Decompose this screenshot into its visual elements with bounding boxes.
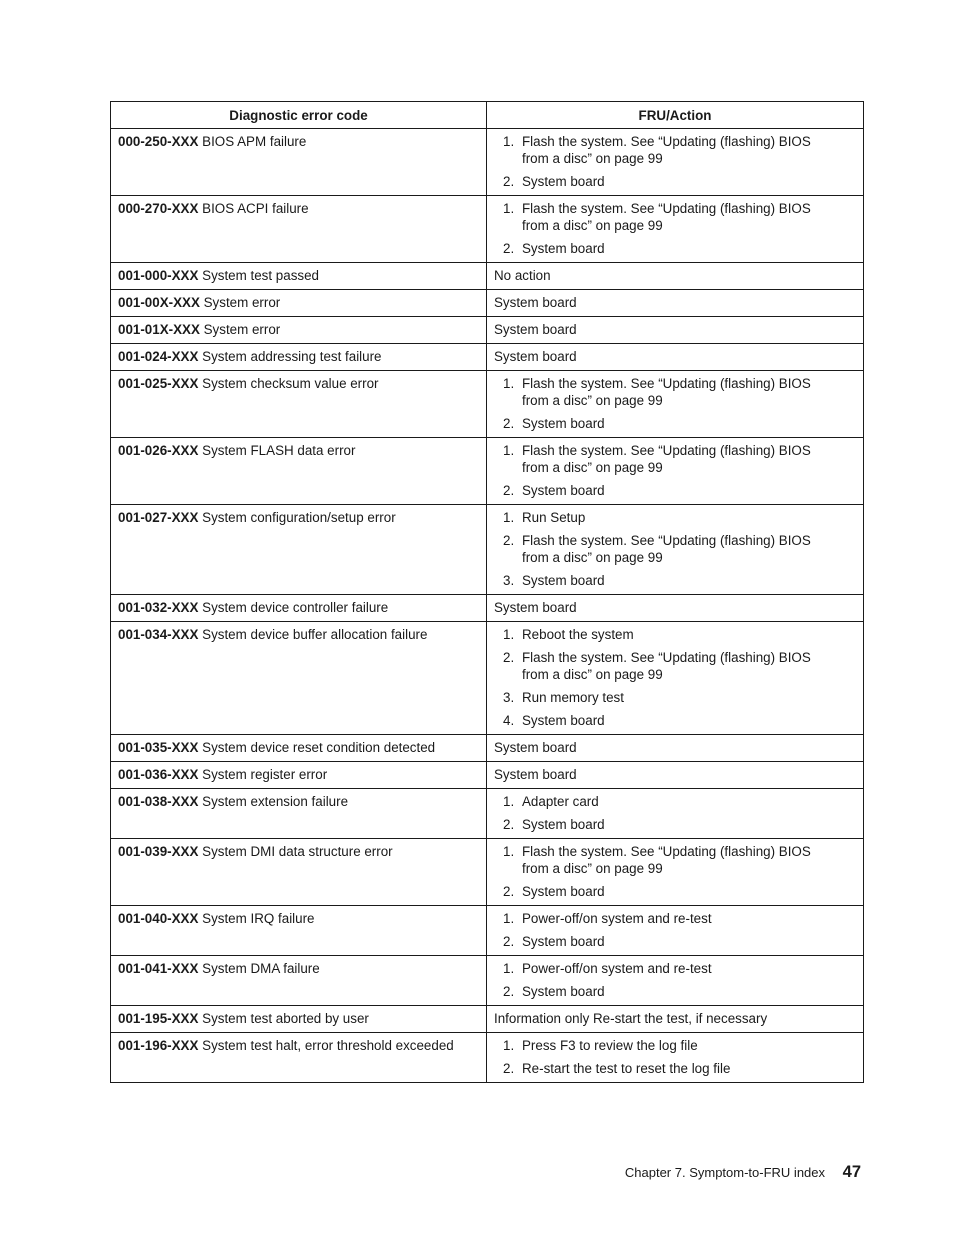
error-description: System DMI data structure error bbox=[202, 844, 393, 859]
action-steps-list bbox=[494, 910, 856, 950]
error-code: 001-025-XXX bbox=[118, 376, 199, 391]
error-code-cell bbox=[111, 789, 487, 839]
action-text: System board bbox=[494, 349, 577, 364]
step-text: Flash the system. See “Updating (flashing) BIOS from a disc” on page 99 bbox=[522, 376, 811, 408]
page-number: 47 bbox=[842, 1163, 861, 1181]
error-code-cell bbox=[111, 196, 487, 263]
error-code: 001-026-XXX bbox=[118, 443, 199, 458]
table-header-row bbox=[111, 102, 864, 129]
error-description: System FLASH data error bbox=[202, 443, 356, 458]
chapter-title: Chapter 7. Symptom-to-FRU index bbox=[624, 1165, 826, 1180]
error-description: BIOS APM failure bbox=[202, 134, 307, 149]
error-description: System test aborted by user bbox=[202, 1011, 369, 1026]
error-code-cell bbox=[111, 505, 487, 595]
table-row bbox=[111, 762, 864, 789]
step-text: Reboot the system bbox=[522, 627, 634, 642]
table-row bbox=[111, 622, 864, 735]
step-number: 1. bbox=[503, 961, 515, 976]
step-number: 1. bbox=[503, 844, 515, 859]
step-number: 4. bbox=[503, 713, 515, 728]
table-row bbox=[111, 789, 864, 839]
step-number: 1. bbox=[503, 510, 515, 525]
step-number: 2. bbox=[503, 984, 515, 999]
action-step bbox=[494, 415, 856, 432]
fru-action-cell bbox=[487, 196, 864, 263]
error-code: 001-034-XXX bbox=[118, 627, 199, 642]
error-code: 001-00X-XXX bbox=[118, 295, 200, 310]
step-text: Re-start the test to reset the log file bbox=[522, 1061, 731, 1076]
action-steps-list bbox=[494, 442, 856, 499]
step-text: Adapter card bbox=[522, 794, 599, 809]
error-code: 001-035-XXX bbox=[118, 740, 199, 755]
error-description: System DMA failure bbox=[202, 961, 320, 976]
step-number: 1. bbox=[503, 627, 515, 642]
error-code-cell bbox=[111, 371, 487, 438]
error-code: 001-036-XXX bbox=[118, 767, 199, 782]
fru-action-cell bbox=[487, 344, 864, 371]
fru-action-cell bbox=[487, 735, 864, 762]
error-code-cell bbox=[111, 1006, 487, 1033]
step-number: 2. bbox=[503, 533, 515, 548]
error-description: System device controller failure bbox=[202, 600, 389, 615]
error-code: 001-196-XXX bbox=[118, 1038, 199, 1053]
diagnostic-error-table bbox=[110, 101, 864, 1083]
table-row bbox=[111, 317, 864, 344]
fru-action-cell bbox=[487, 1006, 864, 1033]
error-description: System device buffer allocation failure bbox=[202, 627, 428, 642]
error-description: System error bbox=[203, 295, 281, 310]
step-number: 2. bbox=[503, 884, 515, 899]
error-description: System addressing test failure bbox=[202, 349, 382, 364]
error-code: 001-040-XXX bbox=[118, 911, 199, 926]
table-row bbox=[111, 371, 864, 438]
fru-action-cell bbox=[487, 956, 864, 1006]
action-steps-list bbox=[494, 960, 856, 1000]
fru-action-cell bbox=[487, 839, 864, 906]
step-text: Flash the system. See “Updating (flashing) BIOS from a disc” on page 99 bbox=[522, 533, 811, 565]
error-code: 001-038-XXX bbox=[118, 794, 199, 809]
action-steps-list bbox=[494, 843, 856, 900]
error-code: 000-270-XXX bbox=[118, 201, 199, 216]
step-text: System board bbox=[522, 241, 605, 256]
action-step bbox=[494, 712, 856, 729]
error-description: System configuration/setup error bbox=[202, 510, 396, 525]
error-code-cell bbox=[111, 290, 487, 317]
error-code: 001-024-XXX bbox=[118, 349, 199, 364]
table-row bbox=[111, 595, 864, 622]
action-step bbox=[494, 689, 856, 706]
error-code-cell bbox=[111, 595, 487, 622]
table-row bbox=[111, 505, 864, 595]
action-step bbox=[494, 983, 856, 1000]
error-code: 001-000-XXX bbox=[118, 268, 199, 283]
step-text: System board bbox=[522, 573, 605, 588]
action-steps-list bbox=[494, 200, 856, 257]
action-text: Information only Re-start the test, if necessary bbox=[494, 1011, 768, 1026]
error-code: 001-032-XXX bbox=[118, 600, 199, 615]
fru-action-cell bbox=[487, 789, 864, 839]
step-number: 1. bbox=[503, 376, 515, 391]
error-code: 001-041-XXX bbox=[118, 961, 199, 976]
table-row bbox=[111, 129, 864, 196]
error-code-cell bbox=[111, 839, 487, 906]
column-header-code: Diagnostic error code bbox=[111, 102, 487, 129]
table-row bbox=[111, 906, 864, 956]
step-number: 2. bbox=[503, 650, 515, 665]
step-number: 1. bbox=[503, 201, 515, 216]
step-text: System board bbox=[522, 884, 605, 899]
error-code-cell bbox=[111, 438, 487, 505]
fru-action-cell bbox=[487, 438, 864, 505]
action-step bbox=[494, 1037, 856, 1054]
error-description: BIOS ACPI failure bbox=[202, 201, 309, 216]
step-text: Flash the system. See “Updating (flashing) BIOS from a disc” on page 99 bbox=[522, 201, 811, 233]
step-number: 1. bbox=[503, 134, 515, 149]
table-row bbox=[111, 344, 864, 371]
error-description: System IRQ failure bbox=[202, 911, 315, 926]
fru-action-cell bbox=[487, 595, 864, 622]
action-step bbox=[494, 649, 856, 683]
error-description: System extension failure bbox=[202, 794, 349, 809]
error-description: System checksum value error bbox=[202, 376, 379, 391]
step-number: 1. bbox=[503, 1038, 515, 1053]
error-code-cell bbox=[111, 1033, 487, 1083]
table-row bbox=[111, 196, 864, 263]
fru-action-cell bbox=[487, 317, 864, 344]
error-code-cell bbox=[111, 956, 487, 1006]
action-step bbox=[494, 572, 856, 589]
action-step bbox=[494, 910, 856, 927]
step-number: 1. bbox=[503, 443, 515, 458]
step-text: Run Setup bbox=[522, 510, 586, 525]
action-steps-list bbox=[494, 793, 856, 833]
action-step bbox=[494, 933, 856, 950]
step-text: System board bbox=[522, 713, 605, 728]
table-row bbox=[111, 956, 864, 1006]
error-code-cell bbox=[111, 906, 487, 956]
action-step bbox=[494, 442, 856, 476]
action-step bbox=[494, 626, 856, 643]
action-step bbox=[494, 173, 856, 190]
step-text: Flash the system. See “Updating (flashing) BIOS from a disc” on page 99 bbox=[522, 844, 811, 876]
action-step bbox=[494, 375, 856, 409]
step-text: System board bbox=[522, 483, 605, 498]
error-description: System test passed bbox=[202, 268, 319, 283]
error-code-cell bbox=[111, 735, 487, 762]
step-number: 2. bbox=[503, 483, 515, 498]
error-code-cell bbox=[111, 263, 487, 290]
action-step bbox=[494, 240, 856, 257]
step-text: Power-off/on system and re-test bbox=[522, 961, 712, 976]
action-step bbox=[494, 133, 856, 167]
action-step bbox=[494, 793, 856, 810]
action-steps-list bbox=[494, 509, 856, 589]
step-text: System board bbox=[522, 817, 605, 832]
fru-action-cell bbox=[487, 263, 864, 290]
step-text: Flash the system. See “Updating (flashing) BIOS from a disc” on page 99 bbox=[522, 443, 811, 475]
error-code: 001-195-XXX bbox=[118, 1011, 199, 1026]
action-step bbox=[494, 1060, 856, 1077]
error-description: System register error bbox=[202, 767, 328, 782]
page-footer bbox=[625, 1163, 861, 1182]
action-step bbox=[494, 883, 856, 900]
table-row bbox=[111, 263, 864, 290]
fru-action-cell bbox=[487, 1033, 864, 1083]
action-step bbox=[494, 843, 856, 877]
error-description: System error bbox=[203, 322, 281, 337]
step-text: Flash the system. See “Updating (flashing) BIOS from a disc” on page 99 bbox=[522, 134, 811, 166]
table-row bbox=[111, 839, 864, 906]
fru-action-cell bbox=[487, 762, 864, 789]
error-code-cell bbox=[111, 344, 487, 371]
action-steps-list bbox=[494, 626, 856, 729]
fru-action-cell bbox=[487, 622, 864, 735]
fru-action-cell bbox=[487, 371, 864, 438]
table-row bbox=[111, 1033, 864, 1083]
action-text: System board bbox=[494, 600, 577, 615]
error-code: 001-039-XXX bbox=[118, 844, 199, 859]
error-code-cell bbox=[111, 622, 487, 735]
step-text: Flash the system. See “Updating (flashing) BIOS from a disc” on page 99 bbox=[522, 650, 811, 682]
action-text: System board bbox=[494, 322, 577, 337]
error-description: System test halt, error threshold exceeded bbox=[202, 1038, 454, 1053]
action-steps-list bbox=[494, 133, 856, 190]
step-text: Run memory test bbox=[522, 690, 624, 705]
action-text: System board bbox=[494, 740, 577, 755]
step-number: 3. bbox=[503, 690, 515, 705]
step-text: System board bbox=[522, 984, 605, 999]
step-number: 2. bbox=[503, 241, 515, 256]
action-step bbox=[494, 816, 856, 833]
action-text: No action bbox=[494, 268, 551, 283]
step-number: 1. bbox=[503, 794, 515, 809]
fru-action-cell bbox=[487, 906, 864, 956]
error-description: System device reset condition detected bbox=[202, 740, 436, 755]
error-code-cell bbox=[111, 129, 487, 196]
step-text: System board bbox=[522, 416, 605, 431]
step-number: 2. bbox=[503, 1061, 515, 1076]
table-row bbox=[111, 735, 864, 762]
action-step bbox=[494, 200, 856, 234]
step-text: Press F3 to review the log file bbox=[522, 1038, 698, 1053]
fru-action-cell bbox=[487, 129, 864, 196]
action-steps-list bbox=[494, 375, 856, 432]
step-number: 2. bbox=[503, 817, 515, 832]
action-step bbox=[494, 532, 856, 566]
fru-action-cell bbox=[487, 290, 864, 317]
table-row bbox=[111, 438, 864, 505]
action-text: System board bbox=[494, 767, 577, 782]
error-code: 001-01X-XXX bbox=[118, 322, 200, 337]
action-step bbox=[494, 482, 856, 499]
table-row bbox=[111, 290, 864, 317]
step-text: System board bbox=[522, 934, 605, 949]
table-row bbox=[111, 1006, 864, 1033]
step-number: 2. bbox=[503, 416, 515, 431]
column-header-action: FRU/Action bbox=[487, 102, 864, 129]
action-step bbox=[494, 960, 856, 977]
error-code: 000-250-XXX bbox=[118, 134, 199, 149]
table-body bbox=[111, 129, 864, 1083]
step-number: 3. bbox=[503, 573, 515, 588]
error-code-cell bbox=[111, 762, 487, 789]
step-number: 2. bbox=[503, 174, 515, 189]
action-steps-list bbox=[494, 1037, 856, 1077]
fru-action-cell bbox=[487, 505, 864, 595]
step-number: 1. bbox=[503, 911, 515, 926]
step-text: System board bbox=[522, 174, 605, 189]
step-number: 2. bbox=[503, 934, 515, 949]
error-code-cell bbox=[111, 317, 487, 344]
error-code: 001-027-XXX bbox=[118, 510, 199, 525]
action-step bbox=[494, 509, 856, 526]
action-text: System board bbox=[494, 295, 577, 310]
step-text: Power-off/on system and re-test bbox=[522, 911, 712, 926]
